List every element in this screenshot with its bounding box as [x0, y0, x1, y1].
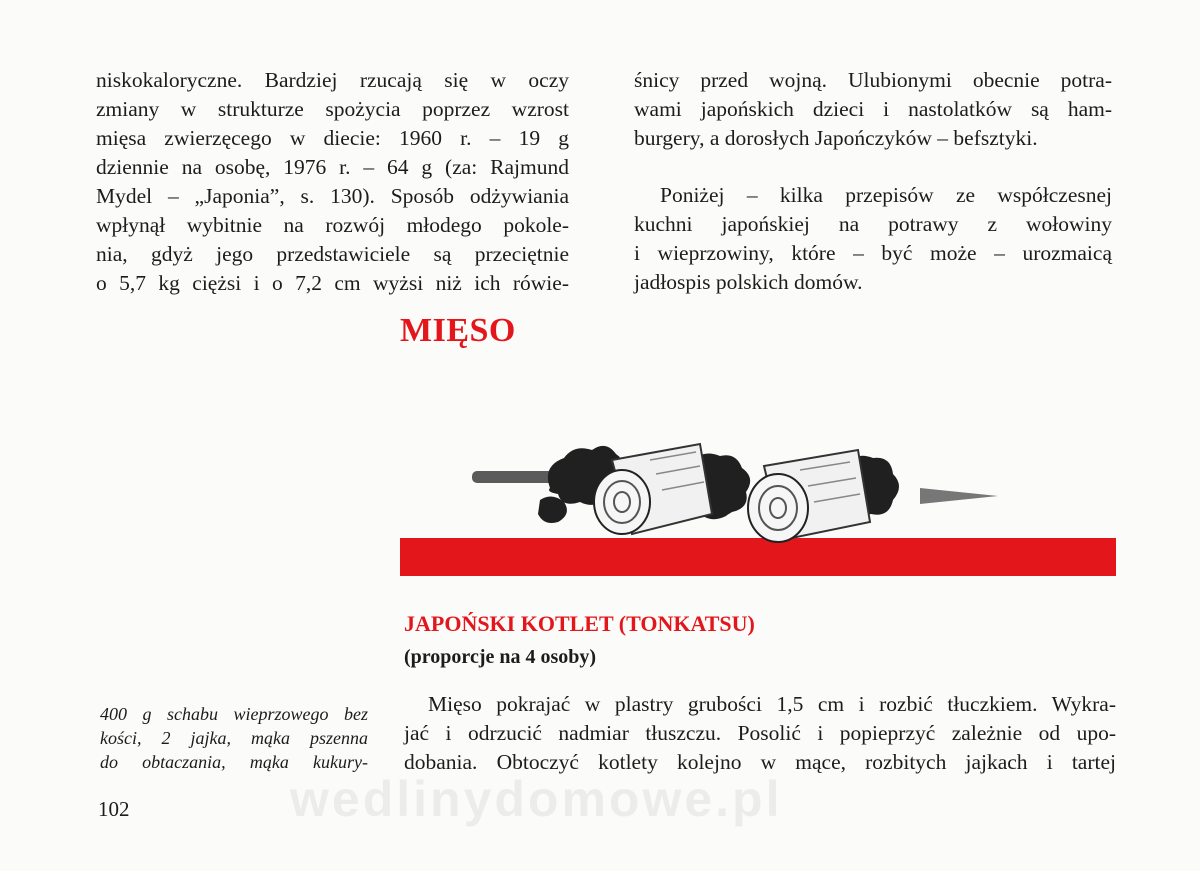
- recipe-instructions: [404, 690, 1116, 777]
- text-line: o 5,7 kg ciężsi i o 7,2 cm wyżsi niż ich rówie-: [96, 271, 569, 295]
- text-line: jać i odrzucić nadmiar tłuszczu. Posolić i popieprzyć zależnie od upo-: [404, 721, 1116, 745]
- watermark: wedlinydomowe.pl: [290, 771, 783, 827]
- text-line: zmiany w strukturze spożycia poprzez wzrost: [96, 97, 569, 121]
- text-line: wpłynął wybitnie na rozwój młodego pokole-: [96, 213, 569, 237]
- section-title: MIĘSO: [400, 312, 516, 349]
- text-line: nia, gdyż jego przedstawiciele są przeciętnie: [96, 242, 569, 266]
- text-line: wami japońskich dzieci i nastolatków są ham-: [634, 97, 1112, 121]
- text-line: kości, 2 jajka, mąka pszenna: [100, 728, 368, 748]
- ingredients-list: [100, 702, 368, 774]
- text-line: dziennie na osobę, 1976 r. – 64 g (za: Rajmund: [96, 155, 569, 179]
- text-line: burgery, a dorosłych Japończyków – befsztyki.: [634, 126, 1038, 150]
- text-line: Mięso pokrajać w plastry grubości 1,5 cm i rozbić tłuczkiem. Wykra-: [428, 692, 1116, 716]
- skewer-tip: [920, 488, 998, 504]
- text-line: do obtaczania, mąka kukury-: [100, 752, 368, 772]
- text-column-right: [634, 66, 1112, 297]
- text-line: Mydel – „Japonia”, s. 130). Sposób odżywiania: [96, 184, 569, 208]
- paragraph-gap: [634, 153, 1112, 181]
- text-column-left: [96, 66, 569, 298]
- text-line: niskokaloryczne. Bardziej rzucają się w oczy: [96, 68, 569, 92]
- meat-skewer-icon: [400, 430, 1116, 576]
- text-line: dobania. Obtoczyć kotlety kolejno w mące, rozbitych jajkach i tartej: [404, 750, 1116, 774]
- text-line: 400 g schabu wieprzowego bez: [100, 704, 368, 724]
- recipe-portion: (proporcje na 4 osoby): [404, 646, 597, 668]
- text-line: śnicy przed wojną. Ulubionymi obecnie potra-: [634, 68, 1112, 92]
- text-line: kuchni japońskiej na potrawy z wołowiny: [634, 212, 1112, 236]
- text-line: i wieprzowiny, które – być może – urozmaicą: [634, 241, 1112, 265]
- text-line: jadłospis polskich domów.: [634, 270, 863, 294]
- red-band: [400, 538, 1116, 576]
- text-line: mięsa zwierzęcego w diecie: 1960 r. – 19 g: [96, 126, 569, 150]
- page-number: 102: [98, 797, 130, 821]
- recipe-title: JAPOŃSKI KOTLET (TONKATSU): [404, 611, 755, 636]
- text-line: Poniżej – kilka przepisów ze współczesnej: [660, 183, 1112, 207]
